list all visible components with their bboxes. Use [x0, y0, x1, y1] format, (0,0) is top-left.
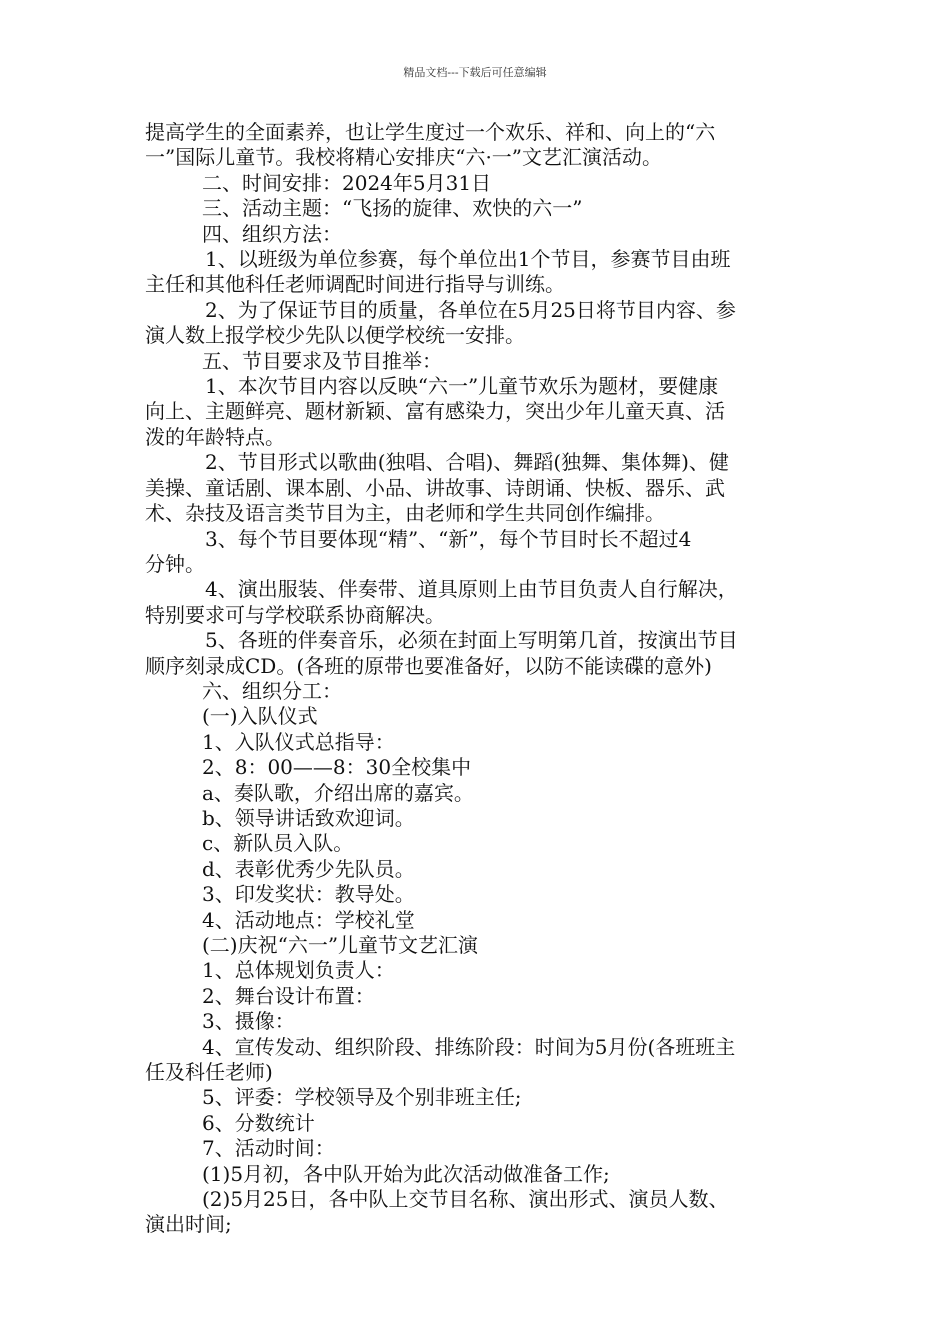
text-line: 6、分数统计 — [202, 1110, 315, 1135]
subsection-performance-heading — [145, 933, 810, 958]
text-line: 3、每个节目要体现“精”、“新”，每个节目时长不超过4 — [205, 526, 692, 551]
text-line: 4、活动地点：学校礼堂 — [202, 907, 415, 932]
paragraph-method-1 — [145, 247, 810, 298]
paragraph-intro — [145, 120, 810, 171]
section-theme-heading — [145, 196, 810, 221]
text-line: 3、印发奖状：教导处。 — [202, 882, 415, 907]
list-item — [145, 1085, 810, 1110]
text-line: 2、为了保证节目的质量，各单位在5月25日将节目内容、参 — [205, 297, 736, 322]
page-header: 精品文档---下载后可任意编辑 — [403, 66, 547, 79]
paragraph-requirement-5 — [145, 628, 810, 679]
paragraph-requirement-4 — [145, 577, 810, 628]
paragraph-method-2 — [145, 298, 810, 349]
text-line: 六、组织分工： — [202, 678, 342, 703]
list-item — [145, 1009, 810, 1034]
text-line: d、表彰优秀少先队员。 — [202, 856, 415, 881]
text-line: 1、本次节目内容以反映“六一”儿童节欢乐为题材，要健康 — [205, 374, 719, 399]
text-line: 五、节目要求及节目推举： — [202, 348, 442, 373]
list-item — [145, 730, 810, 755]
section-division-heading — [145, 679, 810, 704]
text-line: 顺序刻录成CD。(各班的原带也要准备好，以防不能读碟的意外) — [145, 653, 712, 678]
text-line: 分钟。 — [145, 551, 205, 576]
section-method-heading — [145, 222, 810, 247]
text-line: 演人数上报学校少先队以便学校统一安排。 — [145, 323, 525, 348]
text-line: 术、杂技及语言类节目为主，由老师和学生共同创作编排。 — [145, 501, 665, 526]
list-item — [145, 806, 810, 831]
text-line: 任及科任老师) — [145, 1060, 273, 1085]
list-item — [145, 1187, 810, 1238]
list-item — [145, 984, 810, 1009]
list-item — [145, 908, 810, 933]
list-item — [145, 1035, 810, 1086]
list-item — [145, 1136, 810, 1161]
list-item — [145, 1162, 810, 1187]
text-line: c、新队员入队。 — [202, 831, 354, 856]
text-line: 5、评委：学校领导及个别非班主任; — [202, 1085, 522, 1110]
text-line: 美操、童话剧、课本剧、小品、讲故事、诗朗诵、快板、器乐、武 — [145, 475, 725, 500]
text-line: 四、组织方法： — [202, 221, 342, 246]
text-line: 提高学生的全面素养，也让学生度过一个欢乐、祥和、向上的“六 — [145, 120, 716, 144]
paragraph-requirement-3 — [145, 527, 810, 578]
text-line: 三、活动主题：“飞扬的旋律、欢快的六一” — [202, 196, 583, 221]
section-requirements-heading — [145, 349, 810, 374]
text-line: 2、8：00——8：30全校集中 — [202, 755, 472, 780]
text-line: 向上、主题鲜亮、题材新颖、富有感染力，突出少年儿童天真、活 — [145, 399, 725, 424]
text-line: 4、宣传发动、组织阶段、排练阶段：时间为5月份(各班班主 — [202, 1034, 736, 1059]
text-line: b、领导讲话致欢迎词。 — [202, 805, 415, 830]
text-line: 一”国际儿童节。我校将精心安排庆“六·一”文艺汇演活动。 — [145, 145, 663, 170]
text-line: (2)5月25日，各中队上交节目名称、演出形式、演员人数、 — [202, 1187, 729, 1212]
text-line: 主任和其他科任老师调配时间进行指导与训练。 — [145, 272, 565, 297]
text-line: (二)庆祝“六一”儿童节文艺汇演 — [202, 933, 479, 957]
text-line: 泼的年龄特点。 — [145, 424, 285, 449]
text-line: 5、各班的伴奏音乐，必须在封面上写明第几首，按演出节目 — [205, 628, 738, 653]
text-line: 特别要求可与学校联系协商解决。 — [145, 602, 445, 627]
text-line: 4、演出服装、伴奏带、道具原则上由节目负责人自行解决， — [205, 577, 738, 602]
paragraph-requirement-1 — [145, 374, 810, 450]
text-line: 3、摄像： — [202, 1009, 295, 1034]
list-item — [145, 857, 810, 882]
text-line: 演出时间; — [145, 1212, 232, 1237]
text-line: 1、入队仪式总指导： — [202, 729, 395, 754]
text-line: 2、节目形式以歌曲(独唱、合唱)、舞蹈(独舞、集体舞)、健 — [205, 450, 729, 475]
text-line: 7、活动时间： — [202, 1136, 335, 1161]
list-item — [145, 831, 810, 856]
paragraph-requirement-2 — [145, 450, 810, 526]
list-item — [145, 755, 810, 780]
text-line: (1)5月初，各中队开始为此次活动做准备工作; — [202, 1161, 610, 1186]
text-line: 2、舞台设计布置： — [202, 983, 375, 1008]
text-line: 1、以班级为单位参赛，每个单位出1个节目，参赛节目由班 — [205, 247, 731, 272]
text-line: (一)入队仪式 — [202, 704, 318, 729]
text-line: a、奏队歌，介绍出席的嘉宾。 — [202, 780, 474, 805]
text-line: 二、时间安排：2024年5月31日 — [202, 170, 492, 195]
document-body — [145, 120, 810, 1238]
list-item — [145, 781, 810, 806]
list-item — [145, 1111, 810, 1136]
text-line: 1、总体规划负责人： — [202, 958, 395, 983]
list-item — [145, 958, 810, 983]
section-time-heading — [145, 171, 810, 196]
subsection-induction-heading — [145, 704, 810, 729]
list-item — [145, 882, 810, 907]
